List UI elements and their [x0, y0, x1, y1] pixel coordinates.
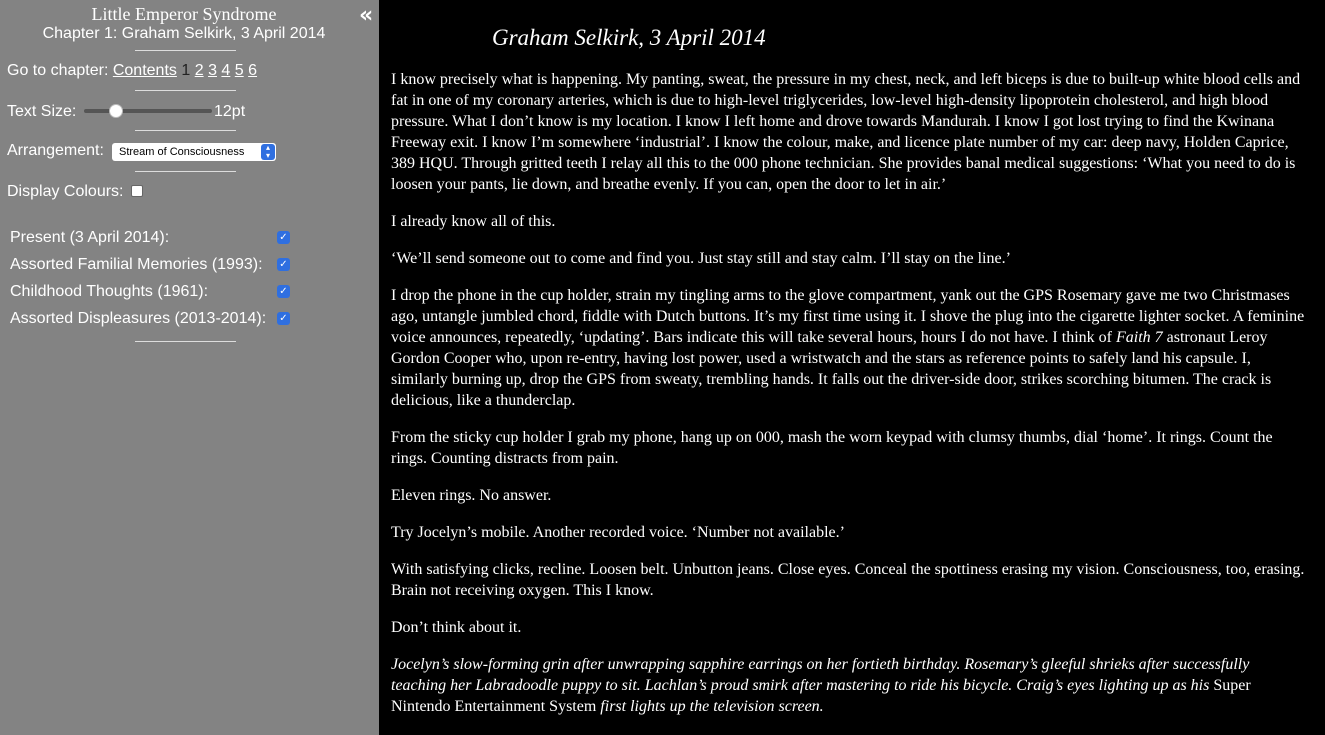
product-name: Super Nintendo Entertainment System [391, 677, 1251, 715]
divider [135, 130, 236, 131]
arrangement-selected: Stream of Consciousness [119, 146, 245, 158]
memory-paragraph [391, 654, 1306, 717]
chapter-link-6[interactable]: 6 [248, 62, 258, 79]
category-checkbox-present[interactable]: ✓ [277, 231, 290, 244]
chapter-content [379, 0, 1325, 735]
paragraph: Eleven rings. No answer. [391, 487, 552, 504]
paragraph: I know precisely what is happening. My panting, sweat, the pressure in my chest, neck, and left biceps is due to built-up white blood cells and fat in one of my coronary arteries, which is due to high-level triglycerides, low-level high-density lipoprotein cholesterol, and high blood pressure. What I don’t know is my location. I know I left home and drove towards Mandurah. I know I got lost trying to find the Kwinana Freeway exit. I know I’m somewhere ‘industrial’. I know the colour, make, and licence plate number of my car: deep navy, Holden Caprice, 389 HQU. Through gritted teeth I relay all this to the 000 phone technician. She provides banal medical suggestions: ‘What you need to do is loosen your pants, lie down, and breathe evenly. If you can, open the door to let in air.’ [391, 71, 1301, 193]
paragraph: Don’t think about it. [391, 619, 522, 636]
chapter-heading: Graham Selkirk, 3 April 2014 [492, 25, 766, 50]
ship-name: Faith 7 [1115, 329, 1163, 346]
sidebar [0, 0, 379, 735]
chapter-link-3[interactable]: 3 [208, 62, 217, 79]
paragraph-text: first lights up the television screen. [600, 698, 824, 715]
chapter-title: Chapter 1: Graham Selkirk, 3 April 2014 [42, 25, 326, 42]
display-colours-label: Display Colours: [7, 183, 124, 200]
category-checkbox-displeasures[interactable]: ✓ [277, 312, 290, 325]
book-title: Little Emperor Syndrome [91, 4, 277, 24]
category-label-familial: Assorted Familial Memories (1993): [10, 256, 263, 273]
select-stepper-icon: ▴ ▾ [261, 144, 275, 160]
category-label-displeasures: Assorted Displeasures (2013-2014): [10, 310, 267, 327]
contents-link[interactable]: Contents [112, 62, 177, 79]
chapter-text [391, 69, 1306, 733]
paragraph-text: Jocelyn’s slow-forming grin after unwrapping sapphire earrings on her fortieth birthday. Rosemary’s gleeful shrieks after successfully teaching her Labradoodle puppy to sit. Lachlan’s proud smirk after mastering to ride his bicycle. Craig’s eyes lighting up as his [391, 656, 1250, 694]
category-checkbox-childhood[interactable]: ✓ [277, 285, 290, 298]
text-size-label: Text Size: [7, 103, 77, 120]
text-size-value: 12pt [214, 103, 246, 120]
divider [135, 341, 236, 342]
category-label-childhood: Childhood Thoughts (1961): [10, 283, 209, 300]
chapter-link-5[interactable]: 5 [234, 62, 244, 79]
paragraph: From the sticky cup holder I grab my phone, hang up on 000, mash the worn keypad with clumsy thumbs, dial ‘home’. It rings. Count the rings. Counting distracts from pain. [391, 429, 1273, 467]
current-chapter: 1 [181, 62, 191, 79]
display-colours-checkbox[interactable] [131, 185, 143, 197]
slider-track [84, 109, 212, 113]
paragraph: With satisfying clicks, recline. Loosen belt. Unbutton jeans. Close eyes. Conceal the spottiness erasing my vision. Consciousness, too, erasing. Brain not receiving oxygen. This I know. [391, 561, 1305, 599]
divider [135, 90, 236, 91]
slider-thumb[interactable] [109, 104, 123, 118]
divider [135, 171, 236, 172]
divider [135, 50, 236, 51]
category-label-present: Present (3 April 2014): [10, 229, 170, 246]
text-size-slider[interactable] [84, 104, 212, 118]
chapter-link-4[interactable]: 4 [221, 62, 231, 79]
arrangement-label: Arrangement: [7, 142, 104, 159]
paragraph [391, 285, 1306, 411]
paragraph: Try Jocelyn’s mobile. Another recorded voice. ‘Number not available.’ [391, 524, 845, 541]
paragraph: ‘We’ll send someone out to come and find you. Just stay still and stay calm. I’ll stay on the line.’ [391, 250, 1011, 267]
collapse-sidebar-icon[interactable]: « [359, 3, 374, 28]
chapter-nav-label: Go to chapter: [7, 62, 109, 79]
category-checkbox-familial[interactable]: ✓ [277, 258, 290, 271]
arrangement-select[interactable] [112, 143, 276, 161]
paragraph: I already know all of this. [391, 213, 556, 230]
paragraph-text: I drop the phone in the cup holder, strain my tingling arms to the glove compartment, yank out the GPS Rosemary gave me two Christmases ago, untangle jumbled chord, fiddle with Dutch buttons. It’s my first time using it. I shove the plug into the cigarette lighter socket. A feminine voice announces, repeatedly, ‘updating’. Bars indicate this will take several hours, hours I do not have. I think of [391, 287, 1305, 346]
chapter-nav [7, 61, 257, 80]
paragraph-text: astronaut Leroy Gordon Cooper who, upon re-entry, having lost power, used a wristwatch and the stars as reference points to safely land his capsule. I, similarly burning up, drop the GPS from sweaty, trembling hands. It falls out the driver-side door, strikes scorching bitumen. The crack is delicious, like a thunderclap. [391, 329, 1272, 409]
chapter-link-2[interactable]: 2 [194, 62, 204, 79]
